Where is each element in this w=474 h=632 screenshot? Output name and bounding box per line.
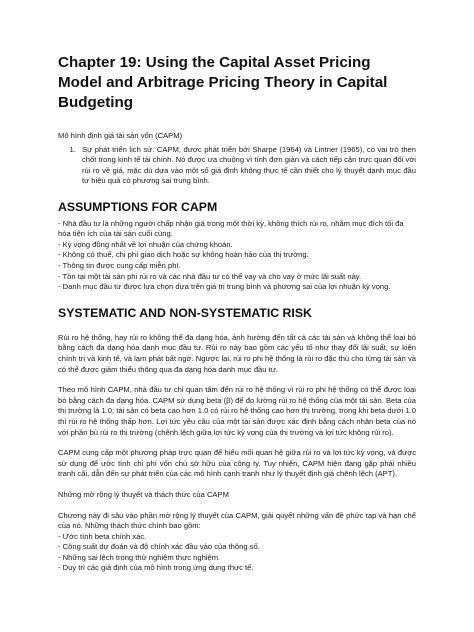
- paragraph: CAPM cung cấp một phương pháp trực quan để hiểu mối quan hệ giữa rủi ro và lợi tức kỳ vọng, và được sử dụng để ước tính chi phí vốn chủ sở hữu của công ty. Tuy nhiên, CAPM hiện đang gặp phải nhiều tranh cãi, dẫn đến sự phát triển của các mô hình cạnh tranh như lý thuyết định giá chênh lệch (APT).: [58, 448, 416, 479]
- paragraph: Những mở rộng lý thuyết và thách thức của CAPM: [58, 489, 229, 499]
- list-item: - Danh mục đầu tư được lựa chọn dựa trên giá trị trung bình và phương sai của lợi nhuận kỳ vọng.: [58, 282, 391, 292]
- list-item: - Kỳ vọng đồng nhất về lợi nhuận của chứng khoán.: [58, 239, 233, 249]
- list-item: - Không có thuế, chi phí giao dịch hoặc sự không hoàn hảo của thị trường.: [58, 250, 309, 260]
- list-item: 1. Sự phát triển lịch sử: CAPM, được phát triển bởi Sharpe (1964) và Lintner (1965), có vai trò then chốt trong kinh tế tài chính. Nó được ưa chuộng vì tính đơn giản và cách tiếp cận trực quan đối với rủi ro về giá, mặc dù dựa vào một số giả định không thực tế cần thiết cho lý thuyết danh mục đầu tư hiệu quả có phương sai trung bình.: [78, 145, 416, 187]
- capm-subtitle: Mô hình định giá tài sản vốn (CAPM): [58, 131, 183, 140]
- list-item: - Ước tính beta chính xác.: [58, 531, 147, 541]
- list-item: - Thông tin được cung cấp miễn phí.: [58, 261, 181, 270]
- list-item: - Duy trì các giả định của mô hình trong ứng dụng thực tế.: [58, 563, 254, 573]
- paragraph: Theo mô hình CAPM, nhà đầu tư chỉ quan tâm đến rủi ro hệ thống vì rủi ro phi hệ thống có thể được loại bỏ bằng cách đa dạng hóa. CAPM sử dụng beta (β) để đo lường rủi ro hệ thống của một tài sản. Beta của thị trường là 1.0; tài sản có beta cao hơn 1.0 có rủi ro hệ thống cao hơn thị trường, trong khi beta dưới 1.0 thì rủi ro hệ thống thấp hơn. Lợi tức yêu cầu của một tài sản được xác định bằng cách nhân beta của nó với phần bù rủi ro thị trường (chênh lệch giữa lợi tức kỳ vọng của thị trường và lợi tức không rủi ro).: [58, 385, 416, 437]
- list-item: - Nhà đầu tư là những người chấp nhận giá trong một thời kỳ, không thích rủi ro, nhằm mục đích tối đa hóa tiện ích của tài sản cuối cùng.: [58, 218, 404, 239]
- history-list: [58, 145, 416, 187]
- paragraph: Chương này đi sâu vào phần mở rộng lý thuyết của CAPM, giải quyết những vấn đề phức tạp và hạn chế của nó. Những thách thức chính bao gồm:: [58, 510, 416, 531]
- assumptions-list: [58, 219, 416, 293]
- list-item: - Công suất dự đoán và độ chính xác đầu vào của thông số.: [58, 542, 260, 552]
- systematic-risk-heading: SYSTEMATIC AND NON-SYSTEMATIC RISK: [58, 305, 312, 320]
- list-item: - Những sai lệch trong thử nghiệm thực nghiệm.: [58, 552, 221, 562]
- document-title: Chapter 19: Using the Capital Asset Pricing Model and Arbitrage Pricing Theory in Capital Budgeting: [58, 54, 388, 111]
- paragraph: Rủi ro hệ thống, hay rủi ro không thể đa dạng hóa, ảnh hưởng đến tất cả các tài sản và không thể loại bỏ bằng cách đa dạng hóa danh mục đầu tư. Rủi ro này bao gồm các yếu tố như thay đổi lãi suất, sự kiện chính trị và kinh tế, và lạm phát bất ngờ. Ngược lại, rủi ro phi hệ thống là rủi ro đặc thù cho từng tài sản và có thể được giảm thiểu thông qua đa dạng hóa danh mục đầu tư.: [58, 332, 416, 374]
- assumptions-heading: ASSUMPTIONS FOR CAPM: [58, 199, 218, 214]
- list-item: - Tồn tại một tài sản phi rủi ro và các nhà đầu tư có thể vay và cho vay ở mức lãi suất này.: [58, 271, 362, 281]
- challenges-list: [58, 532, 416, 574]
